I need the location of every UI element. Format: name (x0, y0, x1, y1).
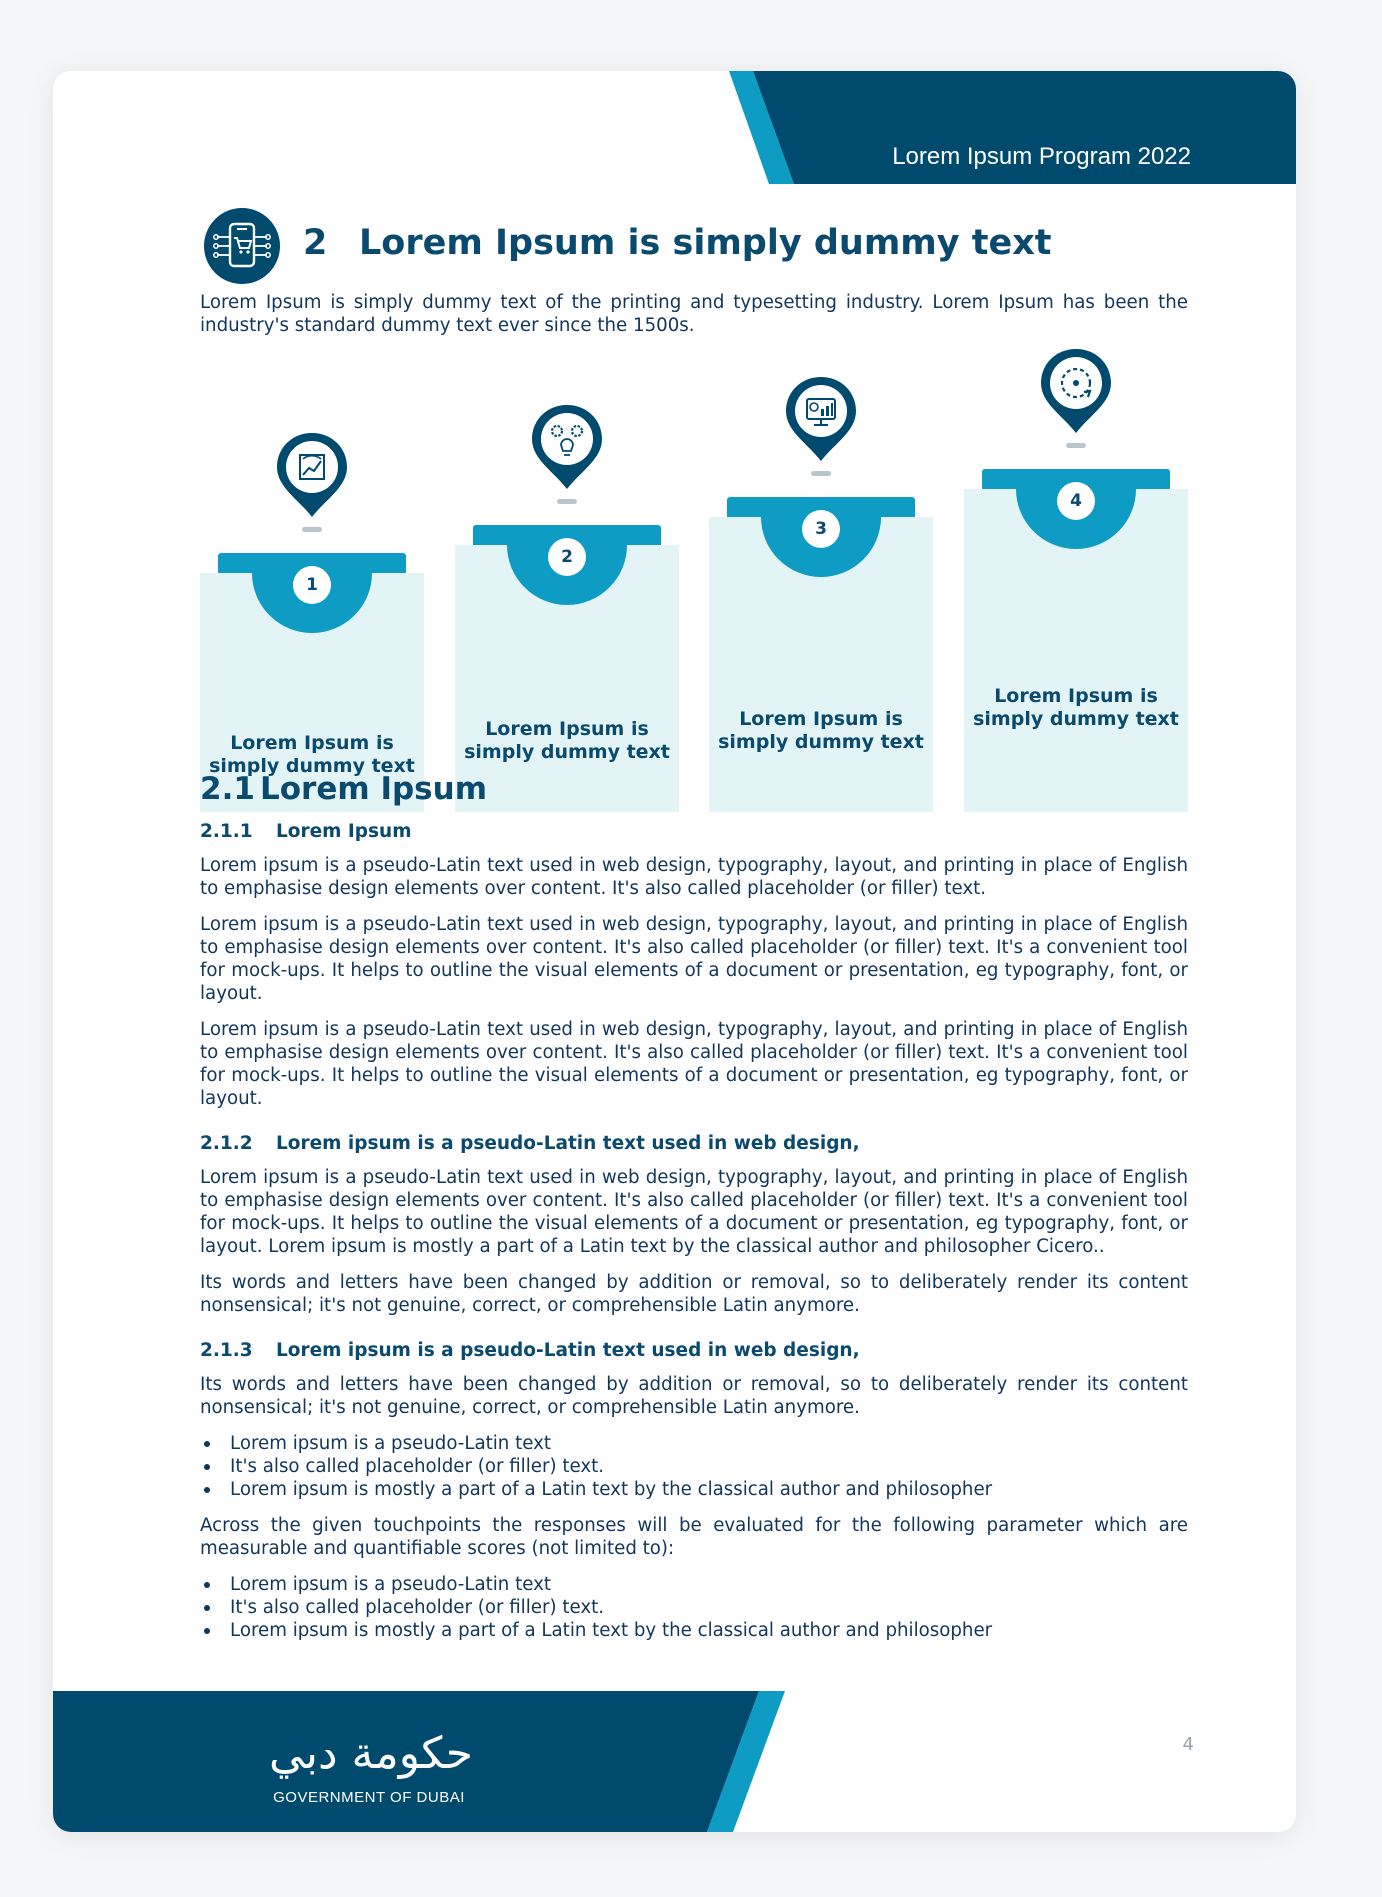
section-intro: Lorem Ipsum is simply dummy text of the printing and typesetting industry. Lorem Ipsum has been the industry's standard dummy text ever since the 1500s. (200, 292, 1188, 336)
paragraph: Lorem ipsum is a pseudo-Latin text used in web design, typography, layout, and printing in place of English to emphasise design elements over content. It's also called placeholder (or filler) text. (200, 855, 1188, 899)
paragraph: Lorem ipsum is a pseudo-Latin text used in web design, typography, layout, and printing in place of English to emphasise design elements over content. It's also called placeholder (or filler) text. It's a convenient tool for mock-ups. It helps to outline the visual elements of a document or presentation, eg typography, font, or layout. Lorem ipsum is mostly a part of a Latin text by the classical author and philosopher Cicero.. (200, 1167, 1188, 1257)
gov-arabic-wordmark: حكومة دبي (269, 1728, 473, 1779)
bullet-list-1 (200, 1432, 1188, 1501)
heading-title: Lorem ipsum is a pseudo-Latin text used in web design, (276, 1133, 860, 1154)
section-heading (303, 223, 1052, 263)
paragraph: Lorem ipsum is a pseudo-Latin text used in web design, typography, layout, and printing in place of English to emphasise design elements over content. It's also called placeholder (or filler) text. It's a convenient tool for mock-ups. It helps to outline the visual elements of a document or presentation, eg typography, font, or layout. (200, 1019, 1188, 1109)
paragraph: Lorem ipsum is a pseudo-Latin text used in web design, typography, layout, and printing in place of English to emphasise design elements over content. It's also called placeholder (or filler) text. It's a convenient tool for mock-ups. It helps to outline the visual elements of a document or presentation, eg typography, font, or layout. (200, 914, 1188, 1004)
gauge-chart-icon (270, 429, 354, 533)
step-label: Lorem Ipsum is simply dummy text (973, 685, 1179, 730)
heading-title: Lorem Ipsum (276, 821, 412, 842)
heading-2-1-2 (200, 1132, 1188, 1155)
heading-title: Lorem ipsum is a pseudo-Latin text used in web design, (276, 1340, 860, 1361)
section-title: Lorem Ipsum is simply dummy text (359, 223, 1052, 263)
subsection-heading (200, 771, 487, 807)
step-card-4 (964, 345, 1188, 812)
step-card-1 (200, 429, 424, 812)
step-number: 1 (293, 566, 331, 604)
paragraph: Across the given touchpoints the responses will be evaluated for the following parameter which are measurable and quantifiable scores (not limited to): (200, 1515, 1188, 1559)
document-page (53, 71, 1296, 1832)
mobile-cart-icon (203, 207, 281, 285)
list-item: It's also called placeholder (or filler) text. (200, 1455, 1188, 1478)
paragraph: Its words and letters have been changed by addition or removal, so to deliberately render its content nonsensical; it's not genuine, correct, or comprehensible Latin anymore. (200, 1374, 1188, 1418)
list-item: It's also called placeholder (or filler) text. (200, 1596, 1188, 1619)
list-item: Lorem ipsum is a pseudo-Latin text (200, 1573, 1188, 1596)
step-card-3 (709, 373, 933, 812)
program-title: Lorem Ipsum Program 2022 (892, 143, 1191, 170)
monitor-chart-icon (779, 373, 863, 477)
section-number: 2 (303, 223, 328, 263)
step-card-2 (455, 401, 679, 812)
step-label: Lorem Ipsum is simply dummy text (718, 708, 924, 753)
government-name: GOVERNMENT OF DUBAI (273, 1789, 465, 1806)
step-label: Lorem Ipsum is simply dummy text (464, 718, 670, 763)
paragraph: Its words and letters have been changed by addition or removal, so to deliberately render its content nonsensical; it's not genuine, correct, or comprehensible Latin anymore. (200, 1272, 1188, 1316)
list-item: Lorem ipsum is mostly a part of a Latin text by the classical author and philosopher (200, 1478, 1188, 1501)
page-number: 4 (1182, 1734, 1194, 1755)
gears-lightbulb-icon (525, 401, 609, 505)
heading-number: 2.1.2 (200, 1133, 253, 1154)
step-number: 2 (548, 538, 586, 576)
step-number: 4 (1057, 482, 1095, 520)
refresh-cycle-icon (1034, 345, 1118, 449)
heading-number: 2.1.3 (200, 1340, 253, 1361)
step-label: Lorem Ipsum is simply dummy text (209, 732, 415, 777)
step-number: 3 (802, 510, 840, 548)
subsection-content (200, 820, 1188, 1655)
list-item: Lorem ipsum is mostly a part of a Latin text by the classical author and philosopher (200, 1619, 1188, 1642)
heading-number: 2.1.1 (200, 821, 253, 842)
footer-band (53, 1691, 1296, 1832)
bullet-list-2 (200, 1573, 1188, 1642)
heading-2-1-1 (200, 820, 1188, 843)
heading-2-1-3 (200, 1339, 1188, 1362)
subsection-number: 2.1 (200, 771, 255, 807)
list-item: Lorem ipsum is a pseudo-Latin text (200, 1432, 1188, 1455)
subsection-title: Lorem Ipsum (260, 771, 488, 807)
